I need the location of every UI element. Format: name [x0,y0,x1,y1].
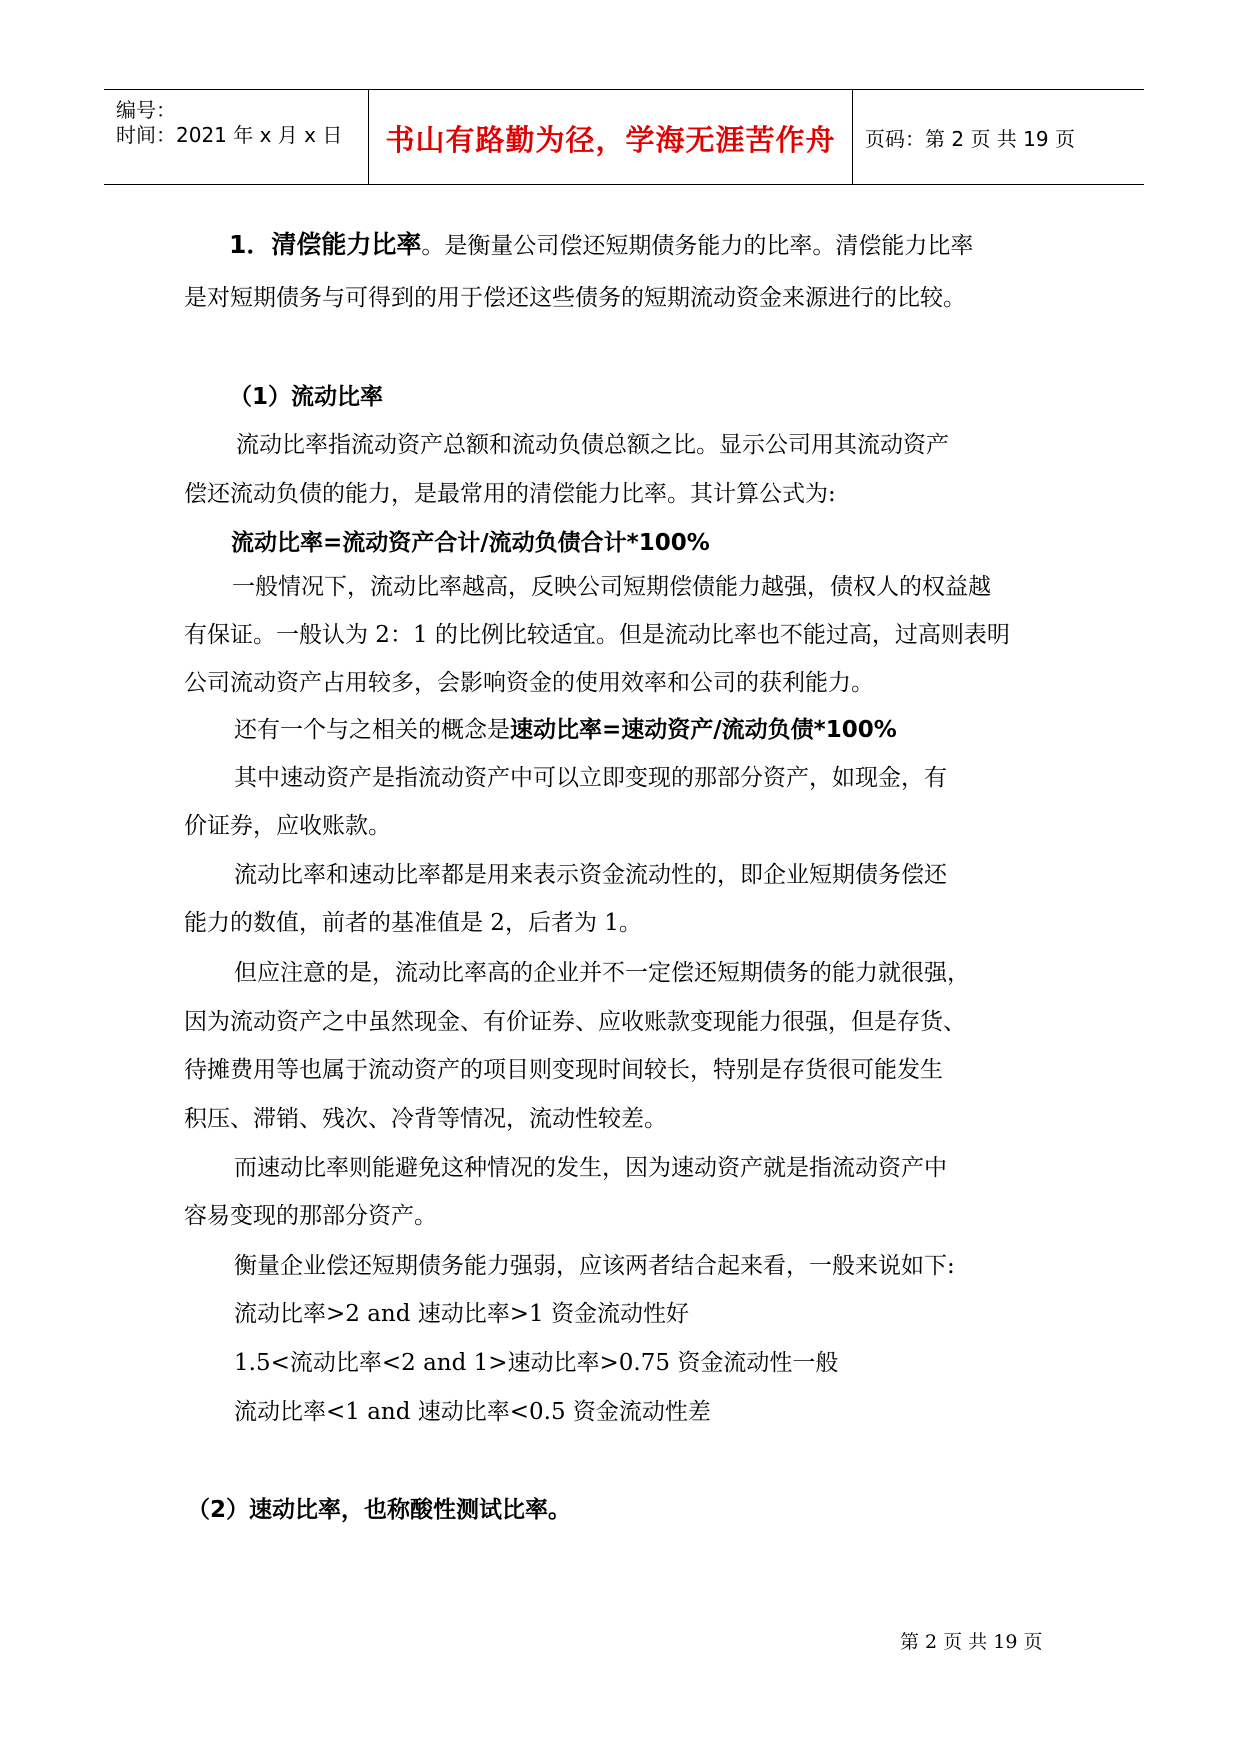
paragraph-3-prefix: 还有一个与之相关的概念是 [234,717,510,743]
document-time-label: 时间：2021 年 x 月 x 日 [116,123,343,147]
section-1-title: 清偿能力比率 [271,230,422,259]
subsection-2-heading: （2）速动比率，也称酸性测试比率。 [187,1497,572,1523]
rule-average-liquidity: 1.5<流动比率<2 and 1>速动比率>0.75 资金流动性一般 [234,1350,839,1376]
paragraph-2-line-2: 有保证。一般认为 2：1 的比例比较适宜。但是流动比率也不能过高，过高则表明 [184,622,1010,648]
paragraph-6-line-4: 积压、滞销、残次、冷背等情况，流动性较差。 [184,1106,667,1132]
header-page-cell [853,90,1144,184]
paragraph-7-line-1: 而速动比率则能避免这种情况的发生，因为速动资产就是指流动资产中 [234,1155,947,1181]
header-motto-cell [368,90,853,184]
subsection-1-heading: （1）流动比率 [229,384,384,410]
rule-poor-liquidity: 流动比率<1 and 速动比率<0.5 资金流动性差 [234,1399,711,1425]
paragraph-6-line-2: 因为流动资产之中虽然现金、有价证券、应收账款变现能力很强，但是存货、 [184,1009,966,1035]
paragraph-2-line-1: 一般情况下，流动比率越高，反映公司短期偿债能力越强，债权人的权益越 [232,574,991,600]
section-1-number: 1． [229,230,272,259]
header-motto: 书山有路勤为径，学海无涯苦作舟 [385,123,836,157]
section-1-title-line [229,230,973,261]
paragraph-7-line-2: 容易变现的那部分资产。 [184,1203,437,1229]
header-meta-cell [104,90,368,184]
header-page-label: 页码：第 2 页 共 19 页 [865,127,1075,151]
page-footer: 第 2 页 共 19 页 [900,1631,1043,1653]
paragraph-3 [234,715,897,745]
formula-current-ratio: 流动比率=流动资产合计/流动负债合计*100% [231,530,710,556]
rule-good-liquidity: 流动比率>2 and 速动比率>1 资金流动性好 [234,1301,689,1327]
paragraph-6-line-1: 但应注意的是，流动比率高的企业并不一定偿还短期债务的能力就很强， [234,960,970,986]
paragraph-4-line-2: 价证券，应收账款。 [184,813,391,839]
paragraph-6-line-3: 待摊费用等也属于流动资产的项目则变现时间较长，特别是存货很可能发生 [184,1057,943,1083]
section-1-title-rest: 。是衡量公司偿还短期债务能力的比率。清偿能力比率 [421,233,974,259]
section-1-line-2: 是对短期债务与可得到的用于偿还这些债务的短期流动资金来源进行的比较。 [184,285,966,311]
paragraph-4-line-1: 其中速动资产是指流动资产中可以立即变现的那部分资产，如现金，有 [234,765,947,791]
document-header [104,89,1144,185]
formula-quick-ratio: 速动比率=速动资产/流动负债*100% [510,717,897,743]
paragraph-2-line-3: 公司流动资产占用较多，会影响资金的使用效率和公司的获利能力。 [184,670,874,696]
paragraph-8: 衡量企业偿还短期债务能力强弱，应该两者结合起来看，一般来说如下: [234,1253,955,1279]
paragraph-5-line-1: 流动比率和速动比率都是用来表示资金流动性的，即企业短期债务偿还 [234,862,947,888]
document-number-label: 编号： [116,98,176,122]
paragraph-1-line-1: 流动比率指流动资产总额和流动负债总额之比。显示公司用其流动资产 [236,432,949,458]
paragraph-1-line-2: 偿还流动负债的能力，是最常用的清偿能力比率。其计算公式为: [184,481,836,507]
paragraph-5-line-2: 能力的数值，前者的基准值是 2，后者为 1。 [184,910,642,936]
